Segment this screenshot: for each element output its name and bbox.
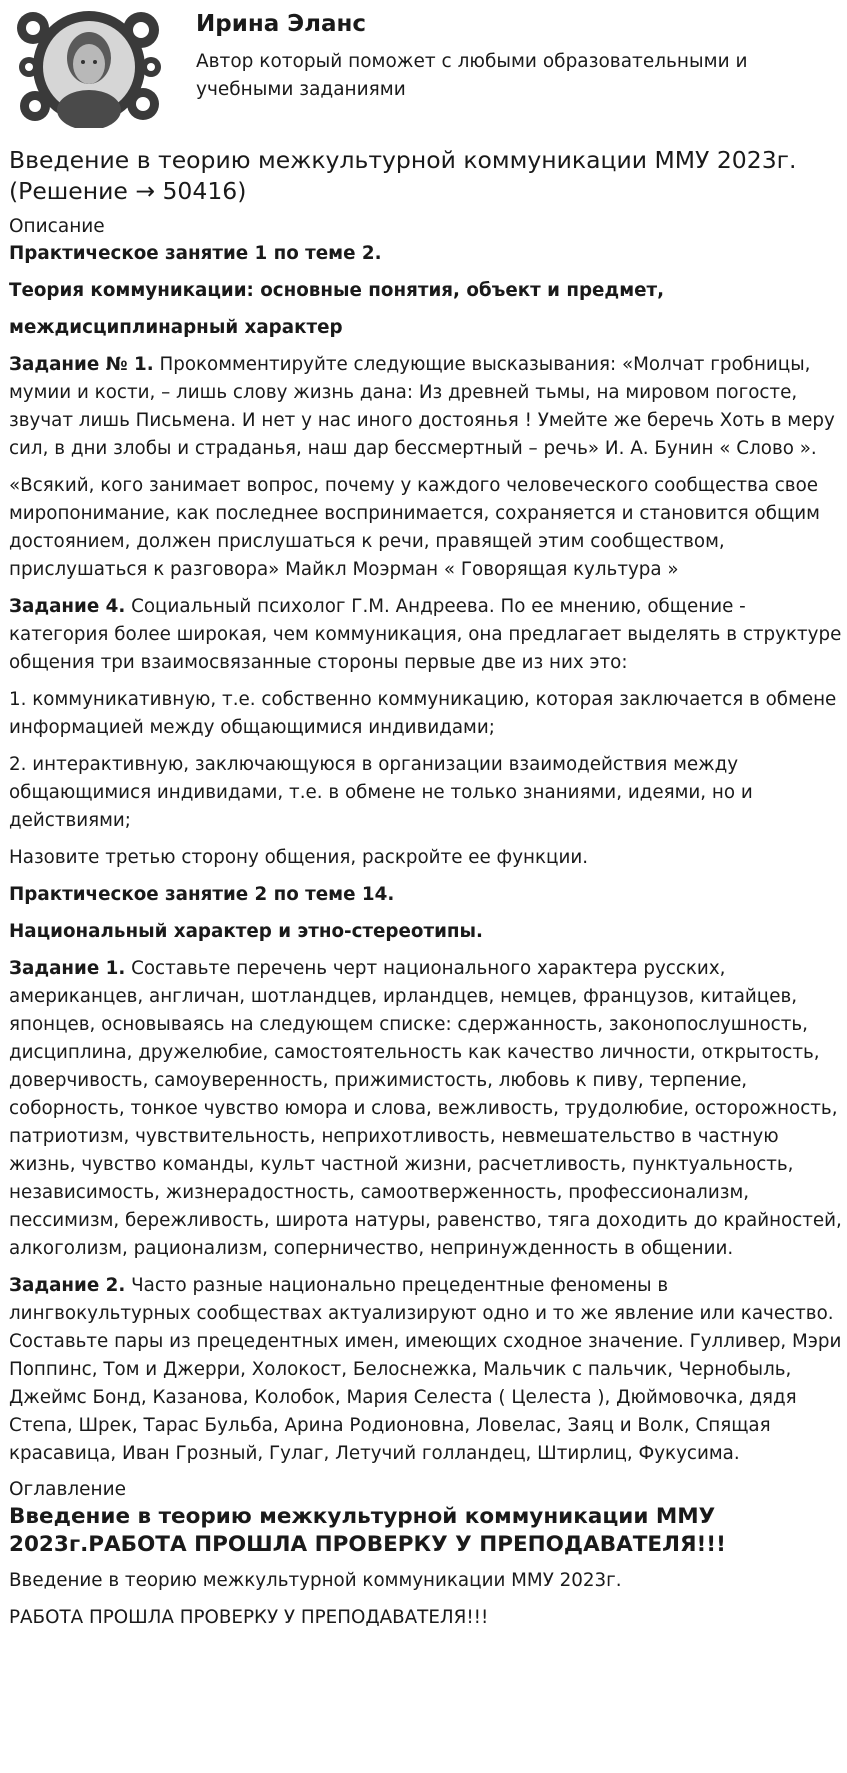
list-item-interactive: 2. интерактивную, заключающуюся в организации взаимодействия между общающимися индивидами, т.е. в обмене не только знаниями, идеями, но и действиями; (9, 754, 753, 831)
toc-line2: РАБОТА ПРОШЛА ПРОВЕРКУ У ПРЕПОДАВАТЕЛЯ!!! (9, 1607, 489, 1628)
toc-label: Оглавление (9, 1479, 127, 1500)
task4-text: Социальный психолог Г.М. Андреева. По ее мнению, общение - категория более широкая, чем коммуникация, она предлагает выделять в структуре общения три взаимосвязанные стороны первые две из них это: (9, 596, 842, 673)
list-item-communicative: 1. коммуникативную, т.е. собственно коммуникацию, которая заключается в обмене информацией между общающимися индивидами; (9, 689, 837, 738)
question-paragraph: Назовите третью сторону общения, раскройте ее функции. (9, 847, 589, 868)
task1b-label: Задание 1. (9, 958, 126, 979)
lesson1-topic-line2: междисциплинарный характер (9, 317, 343, 338)
task4-paragraph (9, 593, 844, 677)
task4-label: Задание 4. (9, 596, 126, 617)
author-description: Автор который поможет с любыми образовательными и учебными заданиями (196, 51, 748, 100)
toc-line1: Введение в теорию межкультурной коммуникации ММУ 2023г. (9, 1570, 622, 1591)
author-avatar[interactable] (15, 6, 163, 128)
task1b-text: Составьте перечень черт национального характера русских, американцев, англичан, шотландцев, ирландцев, немцев, французов, китайцев, японцев, основываясь на следующем списке: сдержанность, законопослушность, дисциплина, дружелюбие, самостоятельность как качество личности, открытость, доверчивость, самоуверенность, прижимистость, любовь к пиву, терпение, соборность, тонкое чувство юмора и слова, вежливость, трудолюбие, осторожность, патриотизм, чувствительность, неприхотливость, невмешательство в частную жизнь, чувство команды, культ частной жизни, расчетливость, пунктуальность, независимость, жизнерадостность, самоотверженность, профессионализм, пессимизм, бережливость, широта натуры, равенство, тяга доходить до крайностей, алкоголизм, рационализм, соперничество, непринужденность в общении. (9, 958, 842, 1259)
task2-paragraph (9, 1272, 844, 1468)
lesson1-topic-line1: Теория коммуникации: основные понятия, объект и предмет, (9, 280, 665, 301)
lesson2-title: Практическое занятие 2 по теме 14. (9, 884, 395, 905)
lesson2-topic: Национальный характер и этно-стереотипы. (9, 921, 483, 942)
author-name[interactable]: Ирина Эланс (196, 11, 367, 37)
task2-label: Задание 2. (9, 1275, 126, 1296)
task1-text: Прокомментируйте следующие высказывания: «Молчат гробницы, мумии и кости, – лишь слову жизнь дана: Из древней тьмы, на мировом погосте, звучат лишь Письмена. И нет у нас иного достоянья ! Умейте же беречь Хоть в меру сил, в дни злобы и страданья, наш дар бессмертный – речь» И. А. Бунин « Слово ». (9, 354, 835, 459)
task2-text: Часто разные национально прецедентные феномены в лингвокультурных сообществах актуализируют одно и то же явление или качество. Составьте пары из прецедентных имен, имеющих сходное значение. Гулливер, Мэри Поппинс, Том и Джерри, Холокост, Белоснежка, Мальчик с пальчик, Чернобыль, Джеймс Бонд, Казанова, Колобок, Мария Селеста ( Целеста ), Дюймовочка, дядя Степа, Шрек, Тарас Бульба, Арина Родионовна, Ловелас, Заяц и Волк, Спящая красавица, Иван Грозный, Гулаг, Летучий голландец, Штирлиц, Фукусима. (9, 1275, 842, 1464)
lesson1-title: Практическое занятие 1 по теме 2. (9, 243, 382, 264)
task1b-paragraph (9, 955, 844, 1263)
toc-heading: Введение в теорию межкультурной коммуникации ММУ 2023г.РАБОТА ПРОШЛА ПРОВЕРКУ У ПРЕПОДАВАТЕЛЯ!!! (9, 1504, 726, 1557)
description-section (9, 214, 844, 1641)
task1-label: Задание № 1. (9, 354, 154, 375)
author-card (9, 0, 838, 140)
page-title: Введение в теорию межкультурной коммуникации ММУ 2023г. (Решение → 50416) (9, 146, 797, 205)
task1-paragraph (9, 351, 844, 463)
quote-paragraph: «Всякий, кого занимает вопрос, почему у каждого человеческого сообщества свое миропонимание, как последнее воспринимается, сохраняется и становится общим достоянием, должен прислушаться к речи, правящей этим сообществом, прислушаться к разговора» Майкл Моэрман « Говорящая культура » (9, 475, 820, 580)
description-label: Описание (9, 216, 105, 237)
